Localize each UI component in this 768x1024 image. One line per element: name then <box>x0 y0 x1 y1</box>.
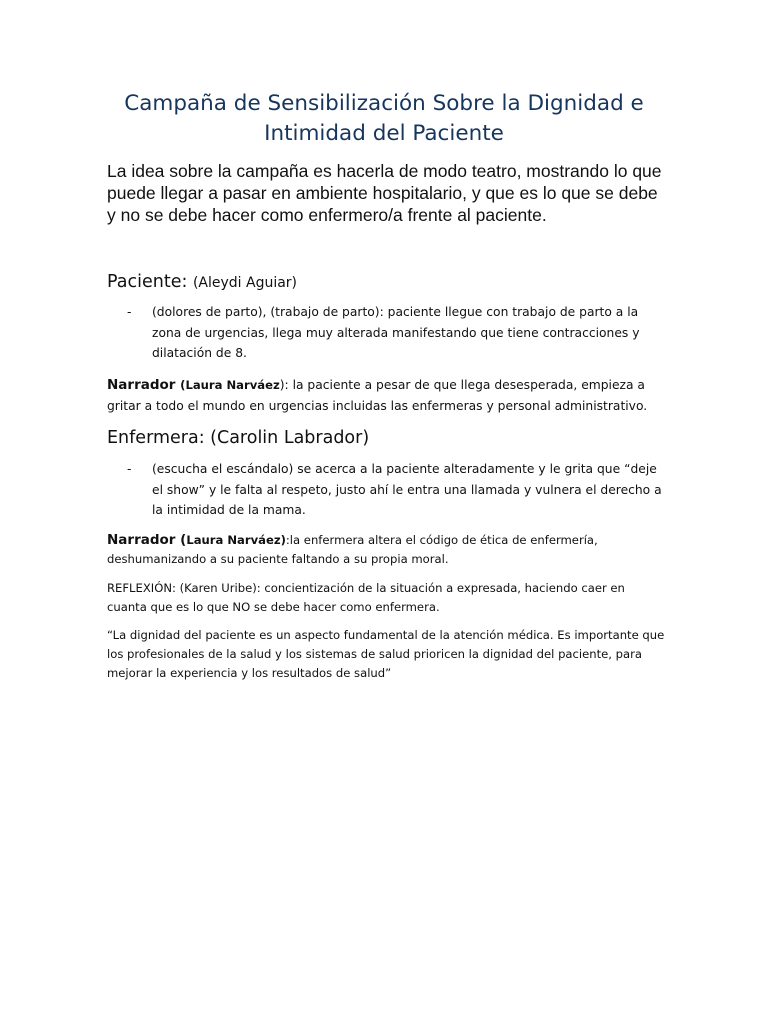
quote-paragraph: “La dignidad del paciente es un aspecto fundamental de la atención médica. Es importante que los profesionales de la salud y los sistemas de salud prioricen la dignidad del paciente, para mejorar la experiencia y los resultados de salud” <box>107 628 665 680</box>
paciente-heading <box>107 270 297 295</box>
narrador-name: Laura Narváez) <box>186 533 286 547</box>
title-line-2: Intimidad del Paciente <box>264 121 504 146</box>
reflexion-paragraph: REFLEXIÓN: (Karen Uribe): concientización de la situación a expresada, haciendo caer en cuanta que es lo que NO se debe hacer como enfermera. <box>107 581 625 614</box>
narrador-label: Narrador <box>107 377 181 393</box>
narrador-text: :la enfermera altera el código de ética de enfermería, deshumanizando a su paciente faltando a su propia moral. <box>107 533 598 566</box>
narrador-paragraph-2 <box>107 531 667 569</box>
bullet-dash: - <box>127 462 132 476</box>
title-line-1: Campaña de Sensibilización Sobre la Dignidad e <box>124 91 644 116</box>
narrador-label: Narrador ( <box>107 532 187 548</box>
narrador-text: ): la paciente a pesar de que llega desesperada, empieza a gritar a todo el mundo en urgencias incluidas las enfermeras y personal administrativo. <box>107 378 648 413</box>
enfermera-bullet-text: (escucha el escándalo) se acerca a la paciente alteradamente y le grita que “deje el show” y le falta al respeto, justo ahí le entra una llamada y vulnera el derecho a la intimidad de la mama. <box>152 462 662 517</box>
paciente-bullet-text: (dolores de parto), (trabajo de parto): paciente llegue con trabajo de parto a la zona de urgencias, llega muy alterada manifestando que tiene contracciones y dilatación de 8. <box>152 305 640 360</box>
paciente-label: Paciente <box>107 272 182 292</box>
enfermera-bullet <box>107 459 667 521</box>
narrador-name: (Laura Narváez <box>180 378 280 392</box>
enfermera-heading: Enfermera: (Carolin Labrador) <box>107 428 370 448</box>
bullet-dash: - <box>127 305 132 319</box>
paciente-colon: : <box>181 272 193 292</box>
document-title <box>96 89 672 149</box>
narrador-paragraph-1 <box>107 375 667 416</box>
paciente-bullet <box>107 302 667 364</box>
intro-paragraph: La idea sobre la campaña es hacerla de modo teatro, mostrando lo que puede llegar a pasar en ambiente hospitalario, y que es lo que se debe y no se debe hacer como enfermero/a frente al paciente. <box>107 161 662 225</box>
paciente-actor: (Aleydi Aguiar) <box>192 275 298 291</box>
